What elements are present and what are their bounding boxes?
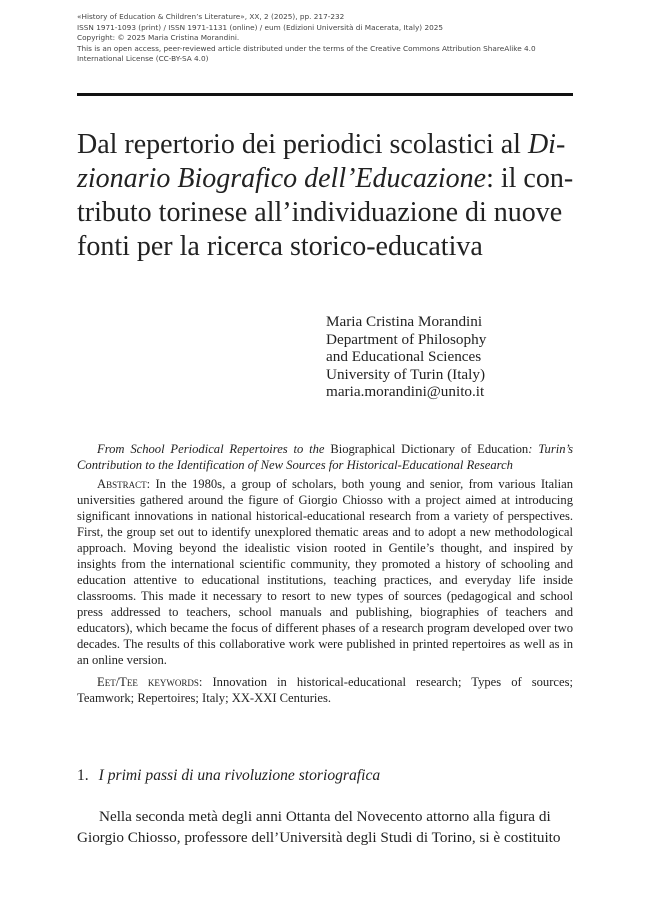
- title-italic-text: zionario Biografico dell’Educazione: [77, 163, 487, 194]
- title-italic-text: Di-: [527, 129, 566, 160]
- license-line: This is an open access, peer-reviewed article distributed under the terms of the Creative Commons Attribution ShareAlike 4.0: [77, 43, 536, 53]
- author-name: Maria Cristina Morandini: [326, 313, 483, 330]
- copyright-line: Copyright: © 2025 Maria Cristina Morandini.: [77, 33, 240, 43]
- license-line-2: International License (CC-BY-SA 4.0): [77, 54, 209, 64]
- body-line-1: Nella seconda metà degli anni Ottanta del Novecento attorno alla figura di: [99, 808, 551, 825]
- section-title: I primi passi di una rivoluzione storiografica: [98, 767, 381, 784]
- title-text: : il con-: [486, 163, 574, 194]
- abstract-section: [77, 441, 573, 706]
- citation-line: «History of Education & Children’s Literature», XX, 2 (2025), pp. 217-232: [77, 12, 345, 21]
- keywords-paragraph: [77, 674, 573, 706]
- english-title-italic-2: : Turin’s Contribution to the Identification of New Sources for Historical-Educational Research: [77, 442, 573, 472]
- keywords-label: Eet/Tee keywords:: [97, 675, 203, 689]
- header-rule: [77, 93, 573, 96]
- author-block: [326, 313, 576, 401]
- title-line-3: tributo torinese all’individuazione di nuove: [77, 197, 563, 228]
- abstract-paragraph: [77, 476, 573, 668]
- body-line-2: Giorgio Chiosso, professore dell’Università degli Studi di Torino, si è costituito: [77, 829, 561, 846]
- english-title-plain: Biographical Dictionary of Education: [324, 442, 529, 456]
- section-number: 1.: [77, 767, 89, 784]
- section-heading: [77, 766, 573, 786]
- title-line-4: fonti per la ricerca storico-educativa: [77, 231, 483, 262]
- issn-line: ISSN 1971-1093 (print) / ISSN 1971-1131 (online) / eum (Edizioni Università di Macerata, Italy) 2025: [77, 22, 444, 32]
- keywords-text: Innovation in historical-educational research; Types of sources; Teamwork; Repertoires; Italy; XX-XXI Centuries.: [77, 675, 573, 705]
- title-line-2: [77, 162, 577, 196]
- author-university: University of Turin (Italy): [326, 365, 486, 383]
- english-title-italic: From School Periodical Repertoires to the: [97, 442, 325, 456]
- journal-header: [77, 12, 573, 65]
- abstract-text: In the 1980s, a group of scholars, both young and senior, from various Italian universities gathered around the figure of Giorgio Chiosso with a project aimed at introducing significant innovations in national historical-educational research from a variety of perspectives. First, the group set out to identify unexplored thematic areas and to adopt a new methodological approach. Moving beyond the idealistic vision rooted in Gentile’s thought, and inspired by insights from the international scientific community, they promoted a history of schooling and education attentive to educational institutions, teaching practices, and everyday life inside classrooms. This made it necessary to resort to new types of sources (pedagogical and school press addressed to teachers, school manuals and publishing, biographies of teachers and educators), which became the focus of different phases of a research program developed over two decades. The results of this collaborative work were published in printed repertoires as well as in an online version.: [77, 477, 573, 667]
- abstract-label: Abstract:: [97, 477, 151, 491]
- article-title: [77, 128, 577, 264]
- author-email: maria.morandini@unito.it: [326, 383, 485, 401]
- english-title: [77, 441, 573, 473]
- body-paragraph: [77, 806, 573, 848]
- author-department: Department of Philosophy: [326, 330, 487, 348]
- title-text: Dal repertorio dei periodici scolastici al: [77, 129, 528, 160]
- author-department-2: and Educational Sciences: [326, 348, 482, 366]
- title-line-1: [77, 128, 577, 162]
